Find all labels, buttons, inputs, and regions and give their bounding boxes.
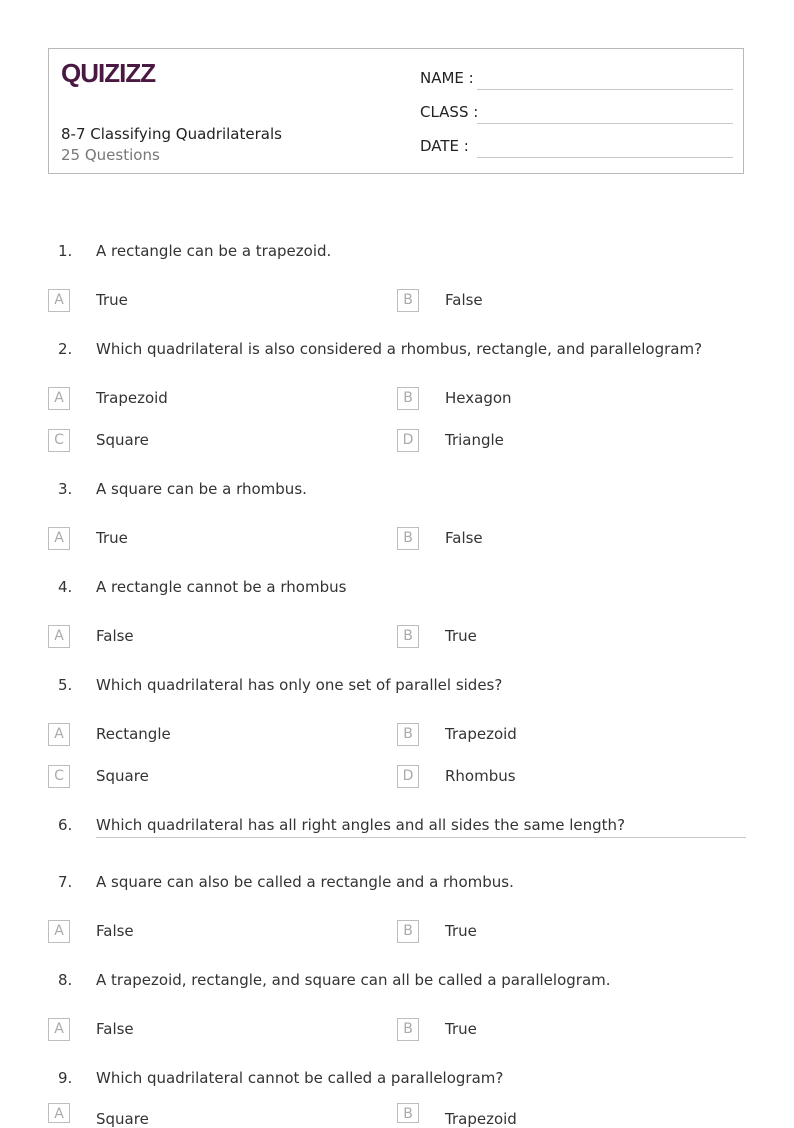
question-text: A trapezoid, rectangle, and square can all be called a parallelogram. xyxy=(96,971,611,989)
option-letter-box[interactable]: A xyxy=(48,723,70,746)
option-text: Rectangle xyxy=(96,725,171,743)
answer-line[interactable] xyxy=(96,837,746,838)
question-count: 25 Questions xyxy=(61,146,160,164)
question-text: Which quadrilateral cannot be called a parallelogram? xyxy=(96,1069,504,1087)
date-label: DATE : xyxy=(420,137,469,155)
option-text: False xyxy=(96,922,134,940)
option-text: False xyxy=(445,529,483,547)
option-text: Trapezoid xyxy=(445,1110,517,1128)
question-number: 4. xyxy=(58,578,73,596)
question-text: Which quadrilateral is also considered a rhombus, rectangle, and parallelogram? xyxy=(96,340,703,358)
question-text: A rectangle can be a trapezoid. xyxy=(96,242,332,260)
option-letter-box[interactable]: B xyxy=(397,527,419,550)
option-letter-box[interactable]: B xyxy=(397,387,419,410)
class-field[interactable] xyxy=(477,123,733,124)
option-letter-box[interactable]: A xyxy=(48,289,70,312)
option-text: Triangle xyxy=(445,431,504,449)
question-text: A rectangle cannot be a rhombus xyxy=(96,578,347,596)
option-text: Trapezoid xyxy=(96,389,168,407)
option-letter-box[interactable]: D xyxy=(397,429,419,452)
option-text: False xyxy=(445,291,483,309)
option-text: True xyxy=(96,291,128,309)
option-text: Rhombus xyxy=(445,767,516,785)
option-text: Square xyxy=(96,767,149,785)
option-text: False xyxy=(96,1020,134,1038)
name-field[interactable] xyxy=(477,89,733,90)
question-text: A square can also be called a rectangle and a rhombus. xyxy=(96,873,514,891)
option-text: Square xyxy=(96,431,149,449)
option-letter-box[interactable]: A xyxy=(48,1103,70,1123)
option-text: Hexagon xyxy=(445,389,512,407)
question-number: 2. xyxy=(58,340,73,358)
option-letter-box[interactable]: B xyxy=(397,920,419,943)
option-letter-box[interactable]: C xyxy=(48,429,70,452)
question-text: Which quadrilateral has only one set of parallel sides? xyxy=(96,676,503,694)
question-number: 7. xyxy=(58,873,73,891)
question-number: 9. xyxy=(58,1069,73,1087)
option-text: Trapezoid xyxy=(445,725,517,743)
option-text: True xyxy=(445,627,477,645)
option-text: True xyxy=(445,1020,477,1038)
option-letter-box[interactable]: A xyxy=(48,1018,70,1041)
class-label: CLASS : xyxy=(420,103,479,121)
date-field[interactable] xyxy=(477,157,733,158)
option-letter-box[interactable]: A xyxy=(48,527,70,550)
question-number: 6. xyxy=(58,816,73,834)
option-letter-box[interactable]: B xyxy=(397,289,419,312)
name-label: NAME : xyxy=(420,69,474,87)
option-letter-box[interactable]: B xyxy=(397,1103,419,1123)
question-number: 5. xyxy=(58,676,73,694)
option-letter-box[interactable]: A xyxy=(48,625,70,648)
worksheet-title: 8-7 Classifying Quadrilaterals xyxy=(61,125,282,143)
option-letter-box[interactable]: A xyxy=(48,920,70,943)
option-letter-box[interactable]: C xyxy=(48,765,70,788)
option-letter-box[interactable]: A xyxy=(48,387,70,410)
question-text: Which quadrilateral has all right angles and all sides the same length? xyxy=(96,816,626,834)
question-number: 3. xyxy=(58,480,73,498)
option-text: True xyxy=(445,922,477,940)
option-letter-box[interactable]: B xyxy=(397,723,419,746)
question-number: 8. xyxy=(58,971,73,989)
question-number: 1. xyxy=(58,242,73,260)
worksheet-header xyxy=(48,48,744,174)
option-letter-box[interactable]: B xyxy=(397,625,419,648)
option-letter-box[interactable]: B xyxy=(397,1018,419,1041)
option-text: True xyxy=(96,529,128,547)
option-text: Square xyxy=(96,1110,149,1128)
option-text: False xyxy=(96,627,134,645)
option-letter-box[interactable]: D xyxy=(397,765,419,788)
quizizz-logo: QUIZIZZ xyxy=(61,58,156,88)
question-text: A square can be a rhombus. xyxy=(96,480,307,498)
